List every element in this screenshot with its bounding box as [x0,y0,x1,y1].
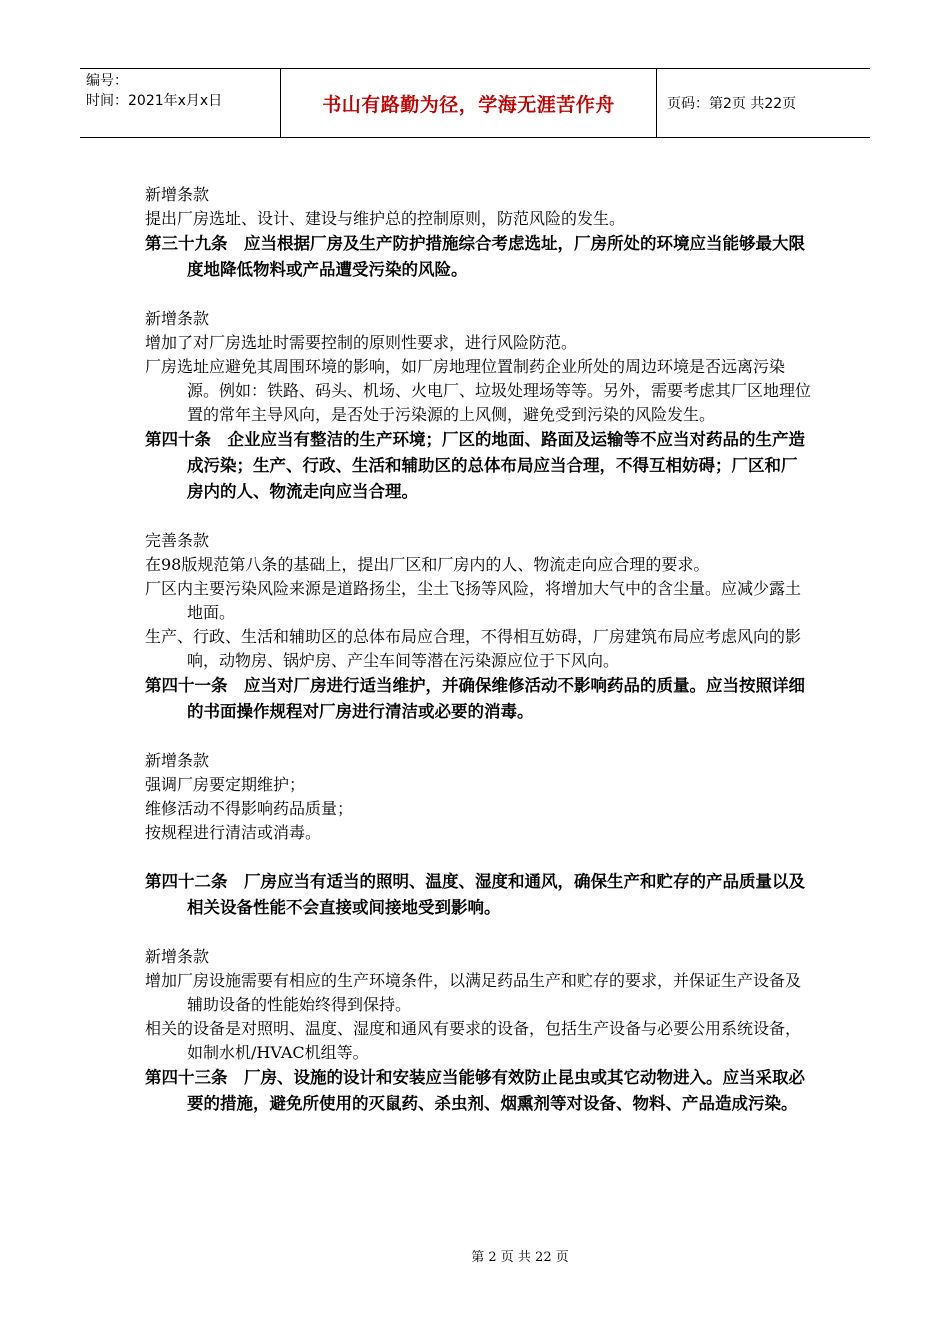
date-label: 时间：2021年x月x日 [86,93,223,109]
paragraph: 按规程进行清洁或消毒。 [145,823,322,842]
section-note: 新增条款 [145,947,210,966]
paragraph: 维修活动不得影响药品质量； [145,799,354,818]
document-body [145,183,813,1117]
header-motto: 书山有路勤为径，学海无涯苦作舟 [280,69,657,137]
article-39: 第三十九条 应当根据厂房及生产防护措施综合考虑选址，厂房所处的环境应当能够最大限度地降低物料或产品遭受污染的风险。 [145,234,805,279]
header-meta [80,69,280,137]
paragraph: 强调厂房要定期维护； [145,775,306,794]
section-note: 新增条款 [145,309,210,328]
article-40: 第四十条 企业应当有整洁的生产环境；厂区的地面、路面及运输等不应当对药品的生产造成污染；生产、行政、生活和辅助区的总体布局应当合理，不得互相妨碍；厂区和厂房内的人、物流走向应当合理。 [145,430,805,501]
paragraph: 提出厂房选址、设计、建设与维护总的控制原则，防范风险的发生。 [145,209,626,228]
paragraph: 相关的设备是对照明、温度、湿度和通风有要求的设备，包括生产设备与必要公用系统设备，如制水机/HVAC机组等。 [145,1019,802,1062]
header-page-info: 页码：第2页 共22页 [667,96,797,112]
paragraph: 增加厂房设施需要有相应的生产环境条件，以满足药品生产和贮存的要求，并保证生产设备及辅助设备的性能始终得到保持。 [145,971,802,1014]
paragraph: 厂房选址应避免其周围环境的影响，如厂房地理位置制药企业所处的周边环境是否远离污染源。例如：铁路、码头、机场、火电厂、垃圾处理场等等。另外，需要考虑其厂区地理位置的常年主导风向，是否处于污染源的上风侧，避免受到污染的风险发生。 [145,357,812,424]
section-note: 新增条款 [145,751,210,770]
paragraph: 厂区内主要污染风险来源是道路扬尘，尘土飞扬等风险，将增加大气中的含尘量。应减少露土地面。 [145,579,802,622]
article-41: 第四十一条 应当对厂房进行适当维护，并确保维修活动不影响药品的质量。应当按照详细的书面操作规程对厂房进行清洁或必要的消毒。 [145,676,805,721]
article-43: 第四十三条 厂房、设施的设计和安装应当能够有效防止昆虫或其它动物进入。应当采取必要的措施，避免所使用的灭鼠药、杀虫剂、烟熏剂等对设备、物料、产品造成污染。 [145,1068,805,1113]
paragraph: 在98版规范第八条的基础上，提出厂区和厂房内的人、物流走向应合理的要求。 [145,555,710,574]
serial-label: 编号： [86,73,128,89]
paragraph: 增加了对厂房选址时需要控制的原则性要求，进行风险防范。 [145,333,578,352]
section-note: 完善条款 [145,531,210,550]
section-note: 新增条款 [145,185,210,204]
page-footer: 第 2 页 共 22 页 [471,1250,569,1265]
article-42: 第四十二条 厂房应当有适当的照明、温度、湿度和通风，确保生产和贮存的产品质量以及相关设备性能不会直接或间接地受到影响。 [145,872,805,917]
page-header [80,68,870,138]
paragraph: 生产、行政、生活和辅助区的总体布局应合理，不得相互妨碍，厂房建筑布局应考虑风向的影响，动物房、锅炉房、产尘车间等潜在污染源应位于下风向。 [145,627,802,670]
